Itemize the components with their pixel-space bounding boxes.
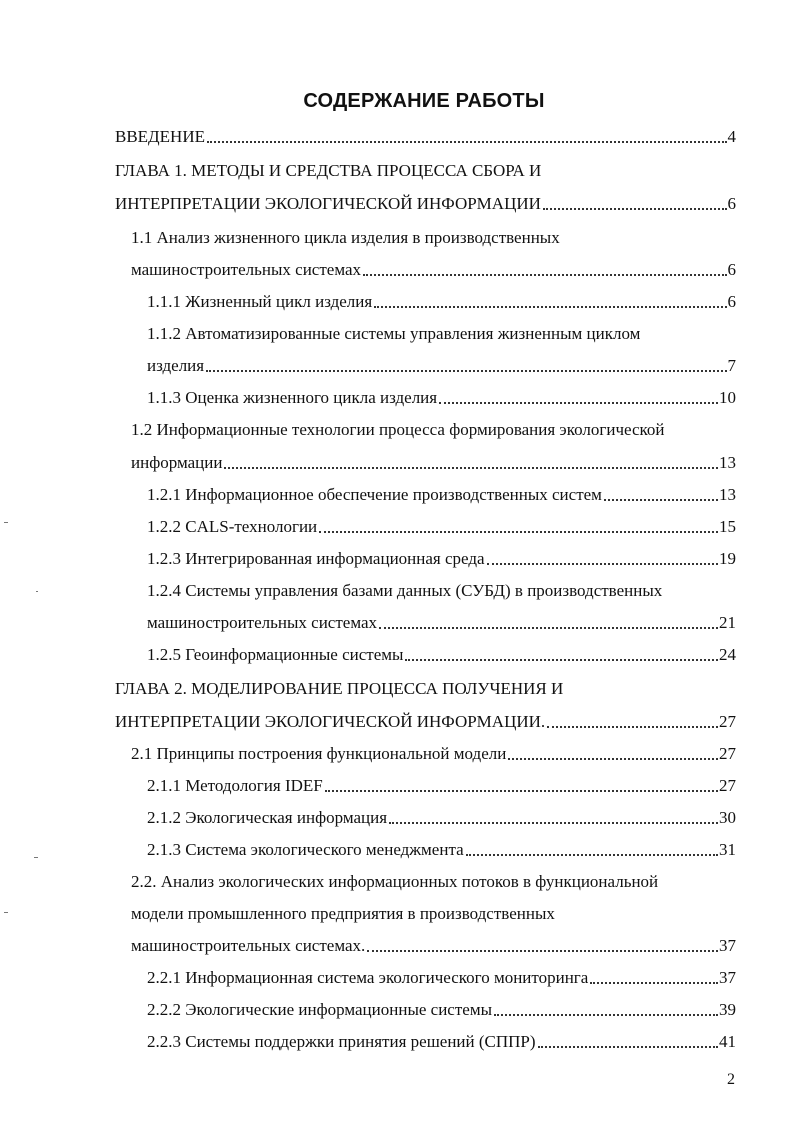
toc-entry-chapter-1[interactable] bbox=[115, 155, 541, 187]
toc-entry-1-2-5[interactable] bbox=[147, 639, 736, 671]
toc-entry-title: изделия bbox=[147, 356, 205, 375]
toc-entry-page: 41 bbox=[719, 1032, 736, 1051]
toc-entry-introduction[interactable] bbox=[115, 121, 736, 153]
toc-entry-title: 1.2.2 CALS-технологии bbox=[147, 517, 318, 536]
scan-mark bbox=[36, 591, 38, 592]
dot-leader bbox=[367, 934, 718, 952]
toc-entry-page: 30 bbox=[719, 808, 736, 827]
toc-entry-2-2-3[interactable] bbox=[147, 1026, 736, 1058]
toc-entry-title: ГЛАВА 2. МОДЕЛИРОВАНИЕ ПРОЦЕССА ПОЛУЧЕНИЯ И bbox=[115, 679, 564, 698]
toc-entry-1-2-cont[interactable] bbox=[131, 447, 736, 479]
toc-entry-2-1[interactable] bbox=[131, 738, 736, 770]
dot-leader bbox=[405, 643, 718, 661]
toc-entry-page: 21 bbox=[719, 613, 736, 632]
dot-leader bbox=[604, 483, 718, 501]
toc-entry-page: 27 bbox=[719, 776, 736, 795]
dot-leader bbox=[224, 451, 718, 469]
toc-entry-1-2[interactable] bbox=[131, 414, 665, 446]
toc-entry-page: 6 bbox=[727, 194, 736, 213]
dot-leader bbox=[543, 192, 727, 210]
scan-mark bbox=[4, 912, 8, 913]
toc-entry-chapter-2[interactable] bbox=[115, 673, 563, 705]
toc-entry-2-2[interactable] bbox=[131, 866, 658, 898]
toc-entry-title: 1.2 Информационные технологии процесса формирования экологической bbox=[131, 420, 665, 439]
toc-entry-1-1-3[interactable] bbox=[147, 382, 736, 414]
toc-entry-2-1-1[interactable] bbox=[147, 770, 736, 802]
toc-entry-page: 31 bbox=[719, 840, 736, 859]
dot-leader bbox=[379, 611, 718, 629]
page-number: 2 bbox=[727, 1071, 735, 1088]
toc-entry-title: 2.1 Принципы построения функциональной модели bbox=[131, 744, 507, 763]
toc-entry-title: 1.1 Анализ жизненного цикла изделия в производственных bbox=[131, 228, 560, 247]
toc-entry-2-2-2[interactable] bbox=[147, 994, 736, 1026]
toc-entry-title: 2.2.1 Информационная система экологического мониторинга bbox=[147, 968, 589, 987]
page-title: СОДЕРЖАНИЕ РАБОТЫ bbox=[303, 90, 545, 112]
toc-entry-1-2-2[interactable] bbox=[147, 511, 736, 543]
toc-entry-2-2-1[interactable] bbox=[147, 962, 736, 994]
toc-entry-chapter-1-cont[interactable] bbox=[115, 188, 736, 220]
toc-entry-1-1[interactable] bbox=[131, 222, 560, 254]
toc-entry-title: модели промышленного предприятия в производственных bbox=[131, 904, 555, 923]
toc-entry-page: 7 bbox=[727, 356, 736, 375]
toc-entry-title: 1.2.5 Геоинформационные системы bbox=[147, 645, 404, 664]
scan-mark bbox=[34, 857, 38, 858]
dot-leader bbox=[374, 290, 726, 308]
toc-entry-2-1-3[interactable] bbox=[147, 834, 736, 866]
toc-entry-1-1-2[interactable] bbox=[147, 318, 640, 350]
scan-mark bbox=[4, 522, 8, 523]
dot-leader bbox=[487, 547, 718, 565]
toc-entry-page: 15 bbox=[719, 517, 736, 536]
toc-entry-title: ГЛАВА 1. МЕТОДЫ И СРЕДСТВА ПРОЦЕССА СБОРА И bbox=[115, 161, 542, 180]
toc-entry-title: 1.2.4 Системы управления базами данных (СУБД) в производственных bbox=[147, 581, 663, 600]
toc-entry-page: 24 bbox=[719, 645, 736, 664]
toc-entry-page: 19 bbox=[719, 549, 736, 568]
toc-entry-title: машиностроительных системах. bbox=[131, 936, 366, 955]
toc-entry-2-2-cont[interactable] bbox=[131, 898, 555, 930]
toc-entry-chapter-2-cont[interactable] bbox=[115, 706, 736, 738]
dot-leader bbox=[494, 998, 718, 1016]
toc-entry-title: 2.1.2 Экологическая информация bbox=[147, 808, 388, 827]
dot-leader bbox=[547, 710, 718, 728]
dot-leader bbox=[363, 258, 726, 276]
dot-leader bbox=[325, 774, 718, 792]
toc-entry-page: 13 bbox=[719, 453, 736, 472]
toc-entry-1-2-4[interactable] bbox=[147, 575, 662, 607]
dot-leader bbox=[319, 515, 718, 533]
toc-entry-page: 39 bbox=[719, 1000, 736, 1019]
toc-entry-title: 2.1.1 Методология IDEF bbox=[147, 776, 323, 795]
toc-entry-page: 27 bbox=[719, 744, 736, 763]
dot-leader bbox=[389, 806, 718, 824]
toc-entry-page: 10 bbox=[719, 388, 736, 407]
toc-entry-page: 27 bbox=[719, 712, 736, 731]
toc-entry-1-2-3[interactable] bbox=[147, 543, 736, 575]
toc-entry-title: машиностроительных системах bbox=[131, 260, 362, 279]
toc-entry-page: 4 bbox=[727, 127, 736, 146]
toc-entry-title: ИНТЕРПРЕТАЦИИ ЭКОЛОГИЧЕСКОЙ ИНФОРМАЦИИ. bbox=[115, 712, 546, 731]
toc-entry-1-1-1[interactable] bbox=[147, 286, 736, 318]
dot-leader bbox=[466, 838, 718, 856]
toc-entry-page: 37 bbox=[719, 968, 736, 987]
dot-leader bbox=[508, 742, 718, 760]
toc-entry-page: 13 bbox=[719, 485, 736, 504]
toc-entry-title: машиностроительных системах bbox=[147, 613, 378, 632]
toc-entry-title: информации bbox=[131, 453, 223, 472]
toc-entry-title: ВВЕДЕНИЕ bbox=[115, 127, 205, 146]
toc-entry-1-2-4-cont[interactable] bbox=[147, 607, 736, 639]
toc-entry-title: 2.2. Анализ экологических информационных потоков в функциональной bbox=[131, 872, 659, 891]
toc-entry-page: 37 bbox=[719, 936, 736, 955]
toc-entry-title: 1.1.3 Оценка жизненного цикла изделия bbox=[147, 388, 438, 407]
dot-leader bbox=[207, 125, 727, 143]
toc-entry-1-1-2-cont[interactable] bbox=[147, 350, 736, 382]
toc-entry-2-1-2[interactable] bbox=[147, 802, 736, 834]
toc-entry-title: 2.2.3 Системы поддержки принятия решений (СППР) bbox=[147, 1032, 536, 1051]
toc-entry-page: 6 bbox=[727, 260, 736, 279]
toc-entry-title: 2.1.3 Система экологического менеджмента bbox=[147, 840, 464, 859]
toc-entry-title: 1.2.3 Интегрированная информационная среда bbox=[147, 549, 485, 568]
toc-entry-title: ИНТЕРПРЕТАЦИИ ЭКОЛОГИЧЕСКОЙ ИНФОРМАЦИИ bbox=[115, 194, 541, 213]
toc-entry-title: 1.1.1 Жизненный цикл изделия bbox=[147, 292, 373, 311]
dot-leader bbox=[206, 354, 726, 372]
toc-entry-1-1-cont[interactable] bbox=[131, 254, 736, 286]
toc-entry-title: 1.1.2 Автоматизированные системы управления жизненным циклом bbox=[147, 324, 641, 343]
toc-entry-2-2-cont-2[interactable] bbox=[131, 930, 736, 962]
toc-entry-title: 2.2.2 Экологические информационные системы bbox=[147, 1000, 493, 1019]
dot-leader bbox=[538, 1030, 718, 1048]
toc-entry-1-2-1[interactable] bbox=[147, 479, 736, 511]
toc-entry-title: 1.2.1 Информационное обеспечение производственных систем bbox=[147, 485, 602, 504]
dot-leader bbox=[590, 966, 718, 984]
toc-entry-page: 6 bbox=[727, 292, 736, 311]
dot-leader bbox=[439, 386, 718, 404]
